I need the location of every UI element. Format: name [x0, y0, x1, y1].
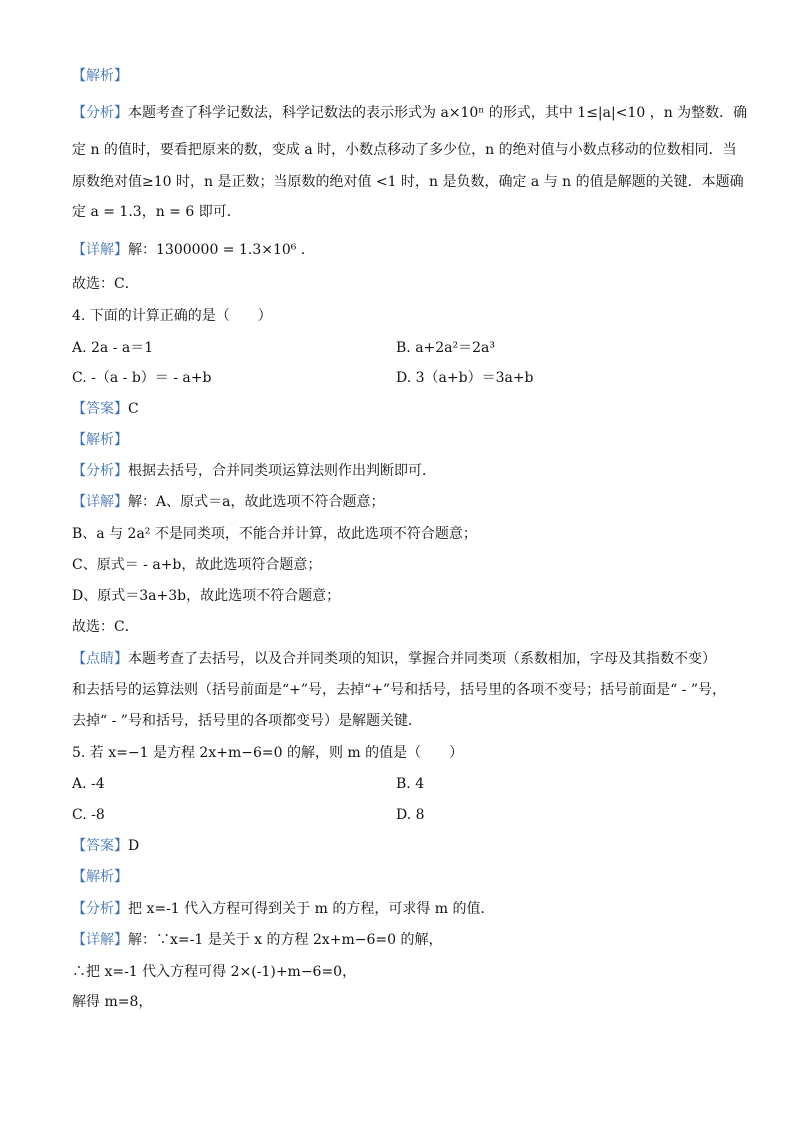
- section-tag: 【答案】: [72, 401, 128, 417]
- text-line: 和去括号的运算法则（括号前面是“+”号，去掉“+”号和括号，括号里的各项不变号；括号前面是“ - ”号，: [72, 682, 727, 698]
- option-b: B. 4: [396, 776, 425, 792]
- text-line: 原数绝对值≥10 时，n 是正数；当原数的绝对值 <1 时，n 是负数，确定 a 与 n 的值是解题的关键．本题确: [72, 174, 744, 190]
- section-tag: 【详解】: [72, 242, 128, 258]
- options-row: [72, 805, 732, 825]
- options-row: [72, 338, 732, 358]
- text-line: 故选：C．: [72, 619, 139, 635]
- answer-line: 【答案】C: [72, 401, 139, 417]
- option-b: B. a+2a²＝2a³: [396, 340, 495, 356]
- text-line: D、原式＝3a+3b，故此选项不符合题意；: [72, 588, 341, 604]
- option-d: D. 3（a+b）＝3a+b: [396, 370, 534, 386]
- text-line: 【详解】解：A、原式＝a，故此选项不符合题意；: [72, 494, 385, 510]
- options-row: [72, 774, 732, 794]
- text-line: 故选：C．: [72, 276, 139, 292]
- text-line: C、原式＝ - a+b，故此选项符合题意；: [72, 557, 322, 573]
- option-c: C. -8: [72, 807, 105, 823]
- text-line: 定 a = 1.3，n = 6 即可．: [72, 204, 241, 220]
- section-tag: 【解析】: [72, 869, 128, 885]
- text-line: 【分析】根据去括号，合并同类项运算法则作出判断即可．: [72, 463, 436, 479]
- text-line: 【点睛】本题考查了去括号，以及合并同类项的知识，掌握合并同类项（系数相加，字母及其指数不变）: [72, 651, 716, 667]
- text-line: 去掉“ - ”号和括号，括号里的各项都变号）是解题关键．: [72, 713, 422, 729]
- text-line: 【分析】把 x=-1 代入方程可得到关于 m 的方程，可求得 m 的值．: [72, 901, 495, 917]
- text-line: [72, 867, 732, 887]
- option-a: A. 2a - a＝1: [72, 340, 154, 356]
- option-a: A. -4: [72, 776, 105, 792]
- text-line: 定 n 的值时，要看把原来的数，变成 a 时，小数点移动了多少位，n 的绝对值与小数点移动的位数相同．当: [72, 142, 737, 158]
- text-line: [72, 66, 732, 86]
- question-line: 4. 下面的计算正确的是（ ）: [72, 308, 272, 324]
- section-tag: 【分析】: [72, 901, 128, 917]
- section-tag: 【解析】: [72, 68, 128, 84]
- answer-line: 【答案】D: [72, 838, 140, 854]
- text-line: 【详解】解：1300000 = 1.3×10⁶ ．: [72, 242, 315, 258]
- option-d: D. 8: [396, 807, 425, 823]
- section-tag: 【解析】: [72, 432, 128, 448]
- section-tag: 【分析】: [72, 463, 128, 479]
- section-tag: 【分析】: [72, 105, 128, 121]
- text-line: 解得 m=8，: [72, 994, 153, 1010]
- question-line: 5. 若 x=−1 是方程 2x+m−6=0 的解，则 m 的值是（ ）: [72, 745, 464, 761]
- option-c: C. -（a - b）＝ - a+b: [72, 370, 212, 386]
- text-line: ∴把 x=-1 代入方程可得 2×(-1)+m−6=0，: [72, 964, 357, 980]
- section-tag: 【答案】: [72, 838, 128, 854]
- section-tag: 【详解】: [72, 932, 128, 948]
- section-tag: 【详解】: [72, 494, 128, 510]
- section-tag: 【点睛】: [72, 651, 128, 667]
- text-line: [72, 430, 732, 450]
- text-line: 【详解】解：∵x=-1 是关于 x 的方程 2x+m−6=0 的解，: [72, 932, 443, 948]
- options-row: [72, 368, 732, 388]
- text-line: 【分析】本题考查了科学记数法，科学记数法的表示形式为 a×10ⁿ 的形式，其中 1≤|a|<10 ，n 为整数．确: [72, 105, 748, 121]
- text-line: B、a 与 2a² 不是同类项，不能合并计算，故此选项不符合题意；: [72, 526, 477, 542]
